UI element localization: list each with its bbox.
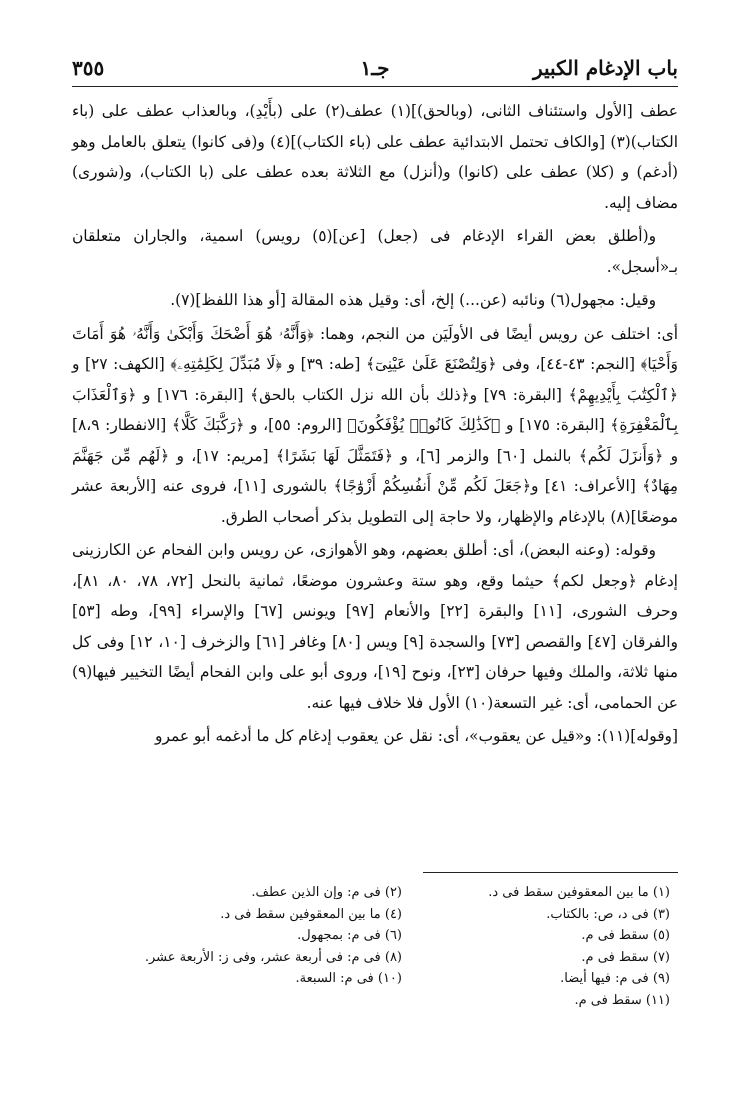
running-header [72, 52, 678, 87]
footnote: (٥) سقط فى م. [581, 928, 670, 943]
footnote: (٩) فى م: فيها أيضا. [560, 971, 670, 986]
footnote: (٨) فى م: فى أربعة عشر، وفى ز: الأربعة عشر. [144, 949, 402, 965]
paragraph: وقيل: مجهول(٦) ونائبه (عن...) إلخ، أى: وقيل هذه المقالة [أو هذا اللفظ](٧). [170, 291, 656, 309]
footnote: (١) ما بين المعقوفين سقط فى د. [488, 885, 670, 900]
footnote: (٤) ما بين المعقوفين سقط فى د. [220, 906, 402, 922]
volume-number: جـ١ [360, 56, 390, 80]
footnote: (٢) فى م: وإن الذين عطف. [251, 885, 402, 900]
footnote: (١١) سقط فى م. [574, 992, 670, 1008]
paragraph: و(أطلق بعض القراء الإدغام فى (جعل) [عن](٥) رويس) اسمية، والجاران متعلقان بـ«أسجل». [72, 227, 678, 276]
footnote: (٣) فى د، ص: بالكتاب. [546, 906, 670, 922]
paragraph: عطف [الأول واستئناف الثانى، (وبالحق)](١) عطف(٢) على (بأَيْدِ)، وبالعذاب عطف على (باء الكتاب)(٣) [والكاف تحتمل الابتدائية عطف على (باء الكتاب)](٤) و(فى كانوا) يتعلق بالعامل وهو (أدغم) و (كلا) عطف على (كانوا) و(أنزل) مع الثلاثة بعده عطف على (با الكتاب)، و(شورى) مضاف إليه. [72, 102, 679, 212]
page-number: ٣٥٥ [72, 56, 105, 80]
footnotes-right-column [370, 882, 670, 1011]
footnote-separator [423, 872, 678, 873]
footnote: (٧) سقط فى م. [581, 949, 670, 965]
paragraph: أى: اختلف عن رويس أيضًا فى الأولَيَن من النجم، وهما: ﴿وَأَنَّهُۥ هُوَ أَضْحَكَ وَأَبْكَىٰ وَأَنَّهُۥ هُوَ أَمَاتَ وَأَحْيَا﴾ [النجم: ٤٣-٤٤]، وفى ﴿وَلِتُصْنَعَ عَلَىٰ عَيْنِىٓ﴾ [طه: ٣٩] و ﴿لَا مُبَدِّلَ لِكَلِمَٰتِهِۦ﴾ [الكهف: ٢٧] و ﴿ٱلْكِتَٰبَ بِأَيْدِيهِمْ﴾ [البقرة: ٧٩] و﴿ذلك بأن الله نزل الكتاب بالحق﴾ [البقرة: ١٧٦] و ﴿وَٱلْعَذَابَ بِٱلْمَغْفِرَةِ﴾ [البقرة: ١٧٥] و ﴿كَذَٰلِكَ كَانُوا۟ يُؤْفَكُونَ﴾ [الروم: ٥٥]، و ﴿رَكَّبَكَ كَلَّا﴾ [الانفطار: ٨،٩] و ﴿وَأَنزَلَ لَكُم﴾ بالنمل [٦٠] والزمر [٦]، و ﴿فَتَمَثَّلَ لَهَا بَشَرًا﴾ [مريم: ١٧]، و ﴿لَهُم مِّن جَهَنَّمَ مِهَادٌ﴾ [الأعراف: ٤١] و﴿جَعَلَ لَكُم مِّنْ أَنفُسِكُمْ أَزْوَٰجًا﴾ بالشورى [١١]، فروى عنه [الأربعة عشر موضعًا](٨) بالإدغام والإظهار، ولا حاجة إلى التطويل بذكر أصحاب الطرق. [72, 324, 679, 526]
footnotes-left-column [102, 882, 402, 990]
paragraph: [وقوله](١١): و«قيل عن يعقوب»، أى: نقل عن يعقوب إدغام كل ما أدغمه أبو عمرو [155, 727, 678, 745]
footnote: (١٠) فى م: السبعة. [295, 971, 402, 986]
main-text [72, 96, 678, 755]
chapter-title: باب الإدغام الكبير [532, 56, 678, 80]
footnote: (٦) فى م: بمجهول. [297, 928, 402, 943]
paragraph: وقوله: (وعنه البعض)، أى: أطلق بعضهم، وهو الأهوازى، عن رويس وابن الفحام عن الكارزينى إدغام ﴿وجعل لكم﴾ حيثما وقع، وهو ستة وعشرون موضعًا، ثمانية بالنحل [٧٢، ٧٨، ٨٠، ٨١]، وحرف الشورى، [١١] والبقرة [٢٢] والأنعام [٩٧] ويونس [٦٧] والإسراء [٩٩]، وطه [٥٣] والفرقان [٤٧] والقصص [٧٣] والسجدة [٩] ويس [٨٠] وغافر [٦١] والزخرف [١٠، ١٢] وفى كل منها ثلاثة، والملك وفيها حرفان [٢٣]، ونوح [١٩]، وروى أبو على وابن الفحام أيضًا التخيير فيها(٩) عن الحمامى، أى: غير التسعة(١٠) الأول فلا خلاف فيها عنه. [72, 541, 678, 712]
